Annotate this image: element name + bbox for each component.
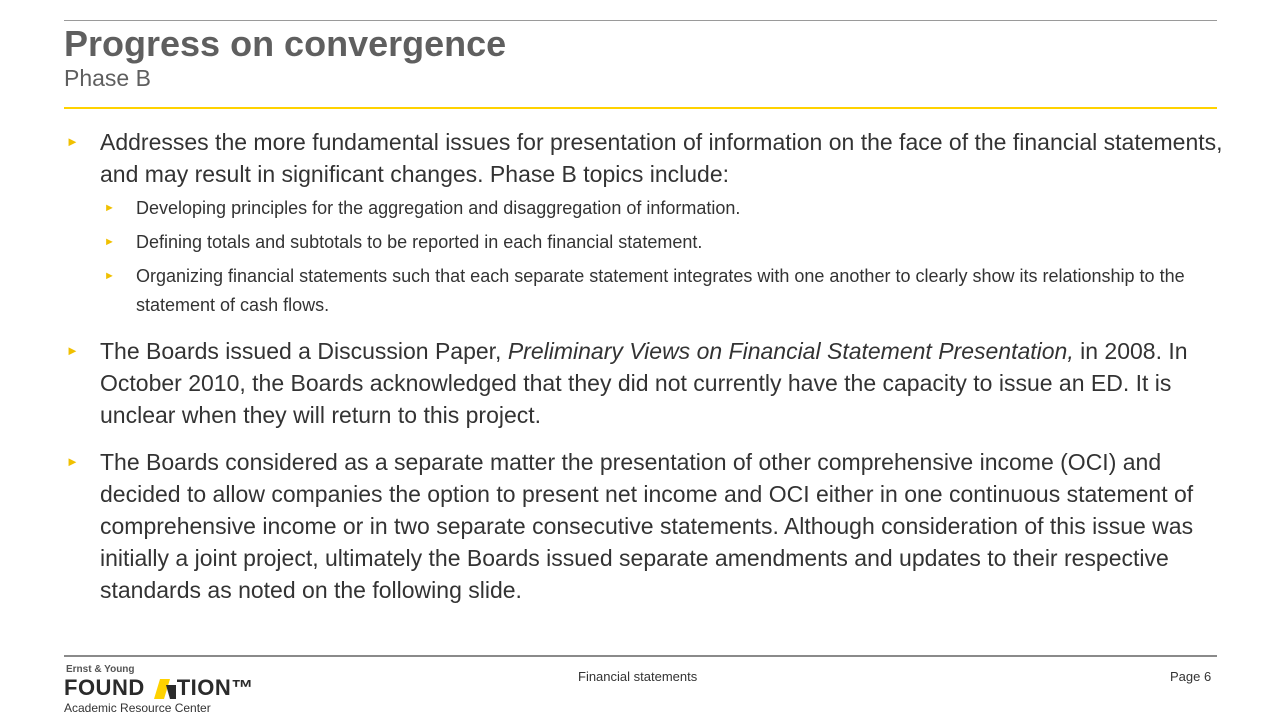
bullet-arrow-icon: ►: [66, 134, 79, 149]
sub-bullet-3-text: Organizing financial statements such that each separate statement integrates with one another to clearly show its relationship to the statement of cash flows.: [136, 266, 1185, 315]
bullet-arrow-icon: ►: [66, 454, 79, 469]
top-divider: [64, 20, 1217, 21]
logo-wordmark-right: TION™: [176, 675, 254, 700]
page-number: Page 6: [1170, 669, 1212, 684]
footer-label: Financial statements: [578, 669, 698, 684]
sub-bullet-3: [100, 262, 1224, 320]
sub-bullet-2: [100, 228, 1224, 257]
logo-wordmark-left: FOUND: [64, 675, 145, 700]
bullet-3: [64, 446, 1224, 606]
bullet-2-text-before: The Boards issued a Discussion Paper,: [100, 338, 508, 364]
slide-content: [64, 126, 1224, 621]
sub-bullet-arrow-icon: ►: [104, 202, 115, 214]
bullet-arrow-icon: ►: [66, 343, 79, 358]
logo-subtitle: Academic Resource Center: [64, 701, 211, 715]
sub-bullet-arrow-icon: ►: [104, 236, 115, 248]
slide-subtitle: Phase B: [64, 65, 151, 91]
sub-bullet-1: [100, 194, 1224, 223]
title-underline: [64, 107, 1217, 109]
sub-bullet-1-text: Developing principles for the aggregation and disaggregation of information.: [136, 198, 741, 218]
logo-beam-icon: [150, 677, 180, 701]
foundation-logo: [64, 661, 254, 717]
bullet-1: [64, 126, 1224, 320]
footer-divider: [64, 655, 1217, 657]
bullet-3-text: The Boards considered as a separate matter the presentation of other comprehensive income (OCI) and decided to allow companies the option to present net income and OCI either in one continuous statement of comprehensive income or in two separate consecutive statements. Although consideration of this issue was initially a joint project, ultimately the Boards issued separate amendments and updates to their respective standards as noted on the following slide.: [100, 449, 1194, 603]
bullet-1-text: Addresses the more fundamental issues for presentation of information on the face of the financial statements, and may result in significant changes. Phase B topics include:: [100, 129, 1223, 187]
bullet-2: [64, 335, 1224, 431]
bullet-2-text-after: in 2008. In October 2010, the Boards acknowledged that they did not currently have the capacity to issue an ED. It is unclear when they will return to this project.: [100, 338, 1188, 428]
logo-top-text: Ernst & Young: [66, 664, 135, 675]
bullet-1-sublist: [100, 194, 1224, 320]
bullet-2-text-italic: Preliminary Views on Financial Statement Presentation,: [507, 338, 1074, 364]
sub-bullet-2-text: Defining totals and subtotals to be reported in each financial statement.: [136, 232, 703, 252]
slide-title: Progress on convergence: [64, 23, 507, 64]
sub-bullet-arrow-icon: ►: [104, 270, 115, 282]
